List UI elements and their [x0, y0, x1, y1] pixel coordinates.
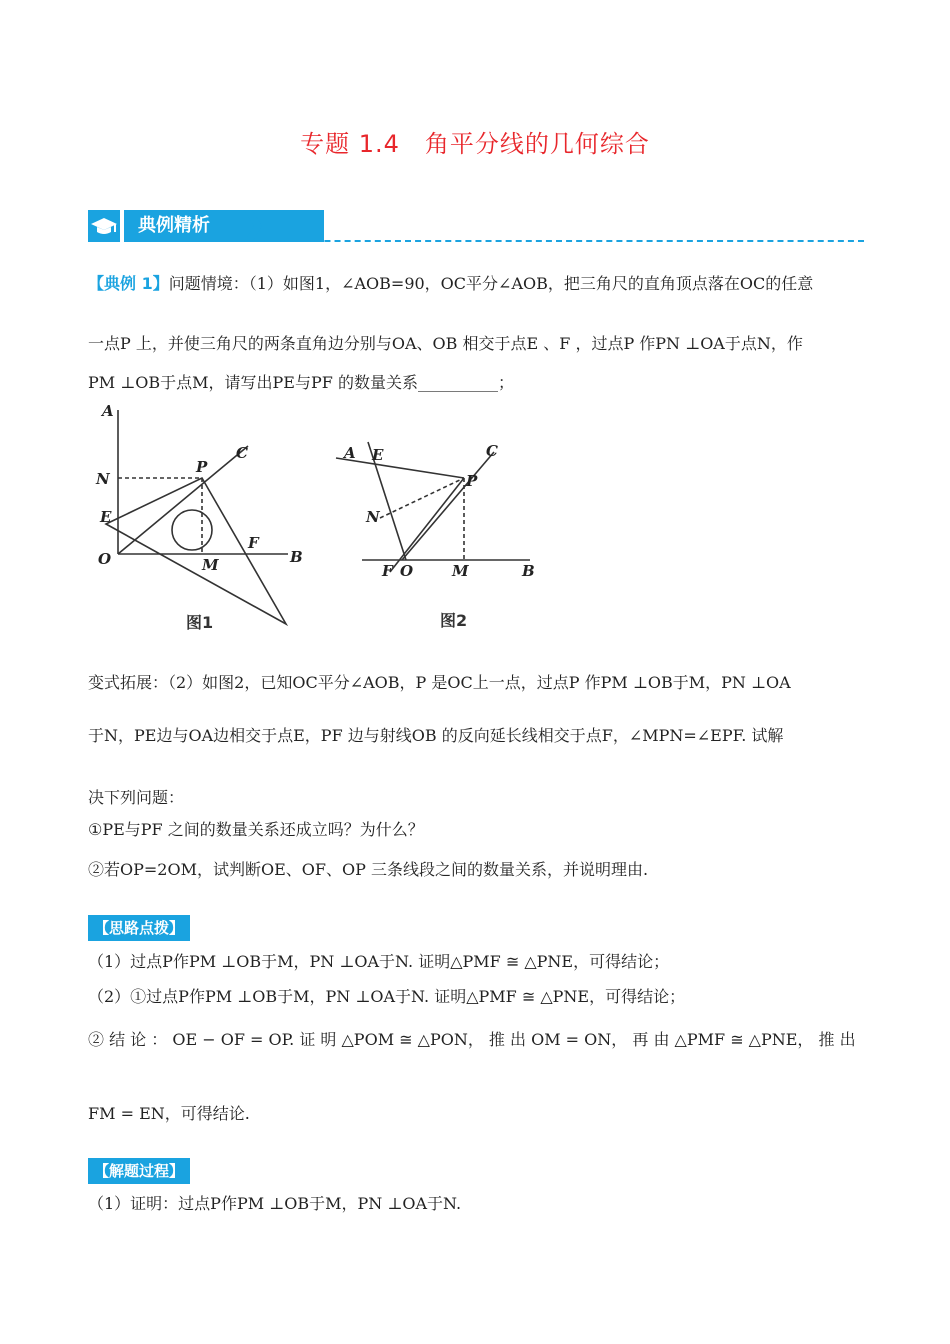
fig1-label-o: O	[98, 550, 112, 568]
fig1-label-n: N	[96, 470, 110, 488]
hint-badge: 【思路点拨】	[88, 915, 190, 941]
fig2-label-m: M	[452, 562, 469, 580]
q2-text-2: 于N，PE边与OA边相交于点E，PF 边与射线OB 的反向延长线相交于点F，∠MPN=∠EPF. 试解	[88, 726, 784, 745]
fig2-label-p: P	[466, 472, 478, 490]
fig2-label-n: N	[366, 508, 380, 526]
graduation-cap-icon	[88, 210, 120, 242]
fig2-label-b: B	[522, 562, 535, 580]
fig2-label-o: O	[400, 562, 414, 580]
example-line-1	[88, 274, 863, 294]
fig1-label-p: P	[196, 458, 208, 476]
solution-badge: 【解题过程】	[88, 1158, 190, 1184]
q2-text-1: 变式拓展：（2）如图2，已知OC平分∠AOB，P 是OC上一点，过点P 作PM ⊥OB于M，PN ⊥OA	[88, 673, 791, 692]
hint-line-3: ② 结 论 ： OE − OF = OP. 证 明 △POM ≅ △PON， 推 出 OM = ON， 再 由 △PMF ≅ △PNE， 推 出	[88, 1030, 856, 1049]
q1-text-1: 问题情境：（1）如图1，∠AOB=90，OC平分∠AOB，把三角尺的直角顶点落在OC的任意	[168, 274, 814, 293]
fig1-label-b: B	[290, 548, 303, 566]
figure-1	[88, 398, 328, 638]
fig1-label-m: M	[202, 556, 219, 574]
q2-text-3: 决下列问题：	[88, 788, 185, 807]
solution-line-1: （1）证明：过点P作PM ⊥OB于M，PN ⊥OA于N.	[88, 1194, 462, 1213]
fig1-caption: 图1	[186, 613, 214, 632]
hint-line-1: （1）过点P作PM ⊥OB于M，PN ⊥OA于N. 证明△PMF ≅ △PNE，可得结论；	[88, 952, 670, 971]
figure-2	[336, 442, 530, 572]
fig1-label-a: A	[102, 402, 114, 420]
chevron-arrows-icon	[234, 208, 264, 244]
fig1-label-f: F	[248, 534, 259, 552]
hint-line-4: FM = EN，可得结论.	[88, 1104, 250, 1123]
section-divider	[254, 240, 864, 242]
example-tag: 【典例 1】	[88, 274, 169, 293]
fig2-label-c: C	[486, 442, 498, 460]
q1-text-3: PM ⊥OB于点M，请写出PE与PF 的数量关系__________；	[88, 373, 514, 392]
q2-sub-a: ①PE与PF 之间的数量关系还成立吗？为什么？	[88, 820, 424, 839]
hint-line-2: （2）①过点P作PM ⊥OB于M，PN ⊥OA于N. 证明△PMF ≅ △PNE，可得结论；	[88, 987, 686, 1006]
q1-text-2: 一点P 上，并使三角尺的两条直角边分别与OA、OB 相交于点E 、F ，过点P 作PN ⊥OA于点N，作	[88, 334, 803, 353]
fig2-caption: 图2	[440, 611, 468, 630]
fig1-label-e: E	[100, 508, 112, 526]
page-title: 专题 1.4 角平分线的几何综合	[300, 130, 650, 158]
fig1-label-c: C	[236, 444, 248, 462]
section-banner	[88, 208, 863, 244]
fig2-label-a: A	[344, 444, 356, 462]
section-label: 典例精析	[124, 210, 324, 242]
fig2-label-e: E	[372, 446, 384, 464]
q2-sub-b: ②若OP=2OM，试判断OE、OF、OP 三条线段之间的数量关系，并说明理由.	[88, 860, 649, 879]
fig2-label-f: F	[382, 562, 393, 580]
